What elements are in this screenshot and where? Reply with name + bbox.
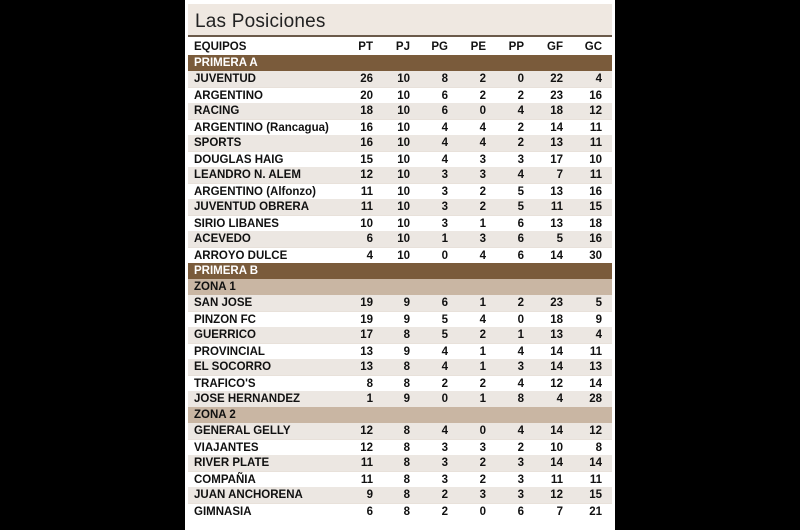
cell-gf: 14: [550, 457, 563, 469]
cell-pe: 2: [479, 457, 486, 469]
cell-pt: 4: [366, 250, 373, 262]
cell-pt: 13: [360, 346, 373, 358]
table-row: [188, 215, 612, 231]
cell-pp: 2: [517, 137, 524, 149]
cell-gc: 15: [589, 489, 602, 501]
team-name: SIRIO LIBANES: [194, 218, 279, 230]
cell-pp: 5: [517, 186, 524, 198]
cell-pt: 11: [360, 201, 373, 213]
cell-pg: 4: [441, 346, 448, 358]
cell-pj: 10: [397, 137, 410, 149]
table-row: [188, 87, 612, 103]
cell-gc: 9: [595, 314, 602, 326]
cell-pe: 3: [479, 442, 486, 454]
team-name: GENERAL GELLY: [194, 425, 291, 437]
section-label: PRIMERA A: [194, 57, 258, 69]
header-pt: PT: [358, 41, 373, 53]
header-gf: GF: [547, 41, 563, 53]
cell-pj: 10: [397, 218, 410, 230]
cell-pj: 9: [403, 314, 410, 326]
cell-gc: 10: [589, 154, 602, 166]
cell-pe: 1: [479, 346, 486, 358]
cell-gc: 11: [589, 122, 602, 134]
header-gc: GC: [584, 41, 602, 53]
cell-pp: 4: [517, 105, 524, 117]
cell-pp: 3: [517, 457, 524, 469]
cell-gf: 10: [550, 442, 563, 454]
zone-header: [188, 279, 612, 295]
team-name: ARGENTINO: [194, 90, 263, 102]
cell-pt: 16: [360, 122, 373, 134]
cell-pg: 6: [441, 105, 448, 117]
cell-pg: 4: [441, 137, 448, 149]
table-row: [188, 247, 612, 263]
cell-gc: 5: [595, 297, 602, 309]
cell-gf: 13: [550, 186, 563, 198]
cell-pe: 4: [479, 122, 486, 134]
table-row: [188, 375, 612, 391]
zone-header: [188, 407, 612, 423]
cell-pp: 3: [517, 474, 524, 486]
section-header: [188, 263, 612, 279]
cell-pj: 8: [403, 329, 410, 341]
team-name: JUVENTUD: [194, 73, 256, 85]
cell-gf: 14: [550, 361, 563, 373]
cell-gf: 4: [556, 393, 563, 405]
table-row: [188, 295, 612, 311]
team-name: COMPAÑIA: [194, 474, 256, 486]
cell-gf: 14: [550, 425, 563, 437]
cell-pp: 3: [517, 154, 524, 166]
cell-pt: 20: [360, 90, 373, 102]
table-row: [188, 359, 612, 375]
cell-pp: 2: [517, 442, 524, 454]
cell-pj: 9: [403, 297, 410, 309]
cell-gf: 13: [550, 329, 563, 341]
team-name: JOSE HERNANDEZ: [194, 393, 301, 405]
cell-pe: 2: [479, 186, 486, 198]
cell-pp: 3: [517, 361, 524, 373]
cell-gf: 23: [550, 90, 563, 102]
cell-pj: 9: [403, 393, 410, 405]
standings-card: [185, 0, 615, 530]
team-name: VIAJANTES: [194, 442, 259, 454]
cell-gc: 13: [589, 361, 602, 373]
table-header-row: [188, 39, 612, 55]
cell-pg: 0: [441, 250, 448, 262]
cell-pp: 4: [517, 425, 524, 437]
cell-pp: 1: [517, 329, 524, 341]
cell-pg: 6: [441, 90, 448, 102]
cell-pg: 2: [441, 489, 448, 501]
cell-pg: 5: [441, 314, 448, 326]
cell-pg: 2: [441, 378, 448, 390]
table-row: [188, 471, 612, 487]
cell-pt: 6: [366, 506, 373, 518]
team-name: ARGENTINO (Rancagua): [194, 122, 329, 134]
cell-gf: 18: [550, 314, 563, 326]
cell-gf: 11: [550, 474, 563, 486]
table-row: [188, 487, 612, 503]
cell-pe: 0: [479, 425, 486, 437]
cell-pe: 1: [479, 218, 486, 230]
cell-pj: 10: [397, 154, 410, 166]
team-name: JUVENTUD OBRERA: [194, 201, 310, 213]
cell-gf: 14: [550, 122, 563, 134]
cell-gc: 12: [589, 105, 602, 117]
table-row: [188, 135, 612, 151]
cell-pt: 19: [360, 297, 373, 309]
cell-pj: 10: [397, 250, 410, 262]
cell-gc: 30: [589, 250, 602, 262]
cell-gc: 15: [589, 201, 602, 213]
cell-gc: 11: [589, 474, 602, 486]
table-row: [188, 103, 612, 119]
cell-pg: 3: [441, 186, 448, 198]
cell-pp: 8: [517, 393, 524, 405]
cell-pt: 11: [360, 457, 373, 469]
cell-gc: 11: [589, 137, 602, 149]
cell-pj: 10: [397, 122, 410, 134]
cell-pt: 18: [360, 105, 373, 117]
cell-gf: 14: [550, 346, 563, 358]
header-equipos: EQUIPOS: [194, 41, 247, 53]
team-name: ACEVEDO: [194, 233, 251, 245]
section-label: PRIMERA B: [194, 265, 259, 277]
cell-pj: 8: [403, 425, 410, 437]
team-name: TRAFICO'S: [194, 378, 256, 390]
table-row: [188, 503, 612, 519]
cell-pg: 3: [441, 457, 448, 469]
team-name: PROVINCIAL: [194, 346, 265, 358]
cell-pg: 4: [441, 154, 448, 166]
cell-pe: 4: [479, 314, 486, 326]
cell-gf: 22: [550, 73, 563, 85]
cell-pt: 17: [360, 329, 373, 341]
cell-pt: 13: [360, 361, 373, 373]
team-name: JUAN ANCHORENA: [194, 489, 303, 501]
table-row: [188, 311, 612, 327]
cell-pg: 8: [441, 73, 448, 85]
table-row: [188, 119, 612, 135]
cell-gc: 28: [589, 393, 602, 405]
cell-gc: 16: [589, 186, 602, 198]
cell-pg: 4: [441, 425, 448, 437]
cell-pg: 3: [441, 201, 448, 213]
cell-pj: 10: [397, 186, 410, 198]
cell-gf: 12: [550, 489, 563, 501]
cell-pg: 3: [441, 169, 448, 181]
table-row: [188, 391, 612, 407]
header-pe: PE: [470, 41, 486, 53]
cell-pe: 3: [479, 233, 486, 245]
cell-pg: 3: [441, 442, 448, 454]
cell-pp: 6: [517, 233, 524, 245]
cell-pg: 0: [441, 393, 448, 405]
cell-pe: 3: [479, 154, 486, 166]
cell-gc: 21: [589, 506, 602, 518]
team-name: GUERRICO: [194, 329, 256, 341]
cell-pt: 12: [360, 169, 373, 181]
team-name: ARGENTINO (Alfonzo): [194, 186, 317, 198]
cell-pe: 3: [479, 169, 486, 181]
title-divider: [188, 35, 612, 37]
zone-label: ZONA 2: [194, 409, 236, 421]
cell-pj: 8: [403, 361, 410, 373]
cell-gc: 11: [589, 346, 602, 358]
cell-pj: 8: [403, 442, 410, 454]
cell-gc: 16: [589, 90, 602, 102]
cell-pg: 6: [441, 297, 448, 309]
cell-gf: 7: [556, 169, 563, 181]
header-pg: PG: [431, 41, 448, 53]
table-row: [188, 455, 612, 471]
cell-pp: 0: [517, 73, 524, 85]
cell-pt: 12: [360, 425, 373, 437]
team-name: LEANDRO N. ALEM: [194, 169, 301, 181]
cell-pt: 1: [366, 393, 373, 405]
team-name: DOUGLAS HAIG: [194, 154, 284, 166]
cell-pg: 1: [441, 233, 448, 245]
cell-pt: 8: [366, 378, 373, 390]
team-name: PINZON FC: [194, 314, 256, 326]
cell-pe: 2: [479, 201, 486, 213]
cell-gc: 18: [589, 218, 602, 230]
team-name: GIMNASIA: [194, 506, 252, 518]
cell-gc: 4: [595, 73, 602, 85]
cell-pj: 10: [397, 233, 410, 245]
cell-pt: 15: [360, 154, 373, 166]
cell-pp: 4: [517, 378, 524, 390]
section-header: [188, 55, 612, 71]
cell-gf: 14: [550, 250, 563, 262]
team-name: SAN JOSE: [194, 297, 253, 309]
header-pp: PP: [508, 41, 524, 53]
cell-pp: 3: [517, 489, 524, 501]
cell-pj: 8: [403, 378, 410, 390]
page-title: Las Posiciones: [195, 11, 326, 32]
cell-pp: 6: [517, 250, 524, 262]
cell-pp: 4: [517, 169, 524, 181]
cell-pe: 2: [479, 90, 486, 102]
cell-pt: 12: [360, 442, 373, 454]
table-row: [188, 71, 612, 87]
cell-pg: 2: [441, 506, 448, 518]
cell-pj: 8: [403, 489, 410, 501]
zone-label: ZONA 1: [194, 281, 236, 293]
cell-pt: 9: [366, 489, 373, 501]
table-row: [188, 439, 612, 455]
cell-pe: 1: [479, 361, 486, 373]
cell-pj: 10: [397, 73, 410, 85]
cell-gf: 23: [550, 297, 563, 309]
header-pj: PJ: [395, 41, 410, 53]
cell-pj: 10: [397, 201, 410, 213]
cell-gc: 14: [589, 378, 602, 390]
cell-gc: 14: [589, 457, 602, 469]
cell-gf: 7: [556, 506, 563, 518]
cell-pt: 19: [360, 314, 373, 326]
team-name: SPORTS: [194, 137, 242, 149]
cell-pj: 8: [403, 457, 410, 469]
team-name: RACING: [194, 105, 240, 117]
cell-gc: 11: [589, 169, 602, 181]
cell-pe: 0: [479, 506, 486, 518]
cell-pp: 6: [517, 218, 524, 230]
cell-pj: 10: [397, 90, 410, 102]
cell-pe: 2: [479, 73, 486, 85]
table-row: [188, 343, 612, 359]
cell-pe: 2: [479, 474, 486, 486]
cell-gf: 12: [550, 378, 563, 390]
table-row: [188, 423, 612, 439]
table-row: [188, 327, 612, 343]
cell-pj: 9: [403, 346, 410, 358]
cell-pt: 16: [360, 137, 373, 149]
cell-gf: 13: [550, 137, 563, 149]
cell-gf: 18: [550, 105, 563, 117]
cell-gf: 13: [550, 218, 563, 230]
cell-pt: 10: [360, 218, 373, 230]
team-name: RIVER PLATE: [194, 457, 270, 469]
cell-pt: 6: [366, 233, 373, 245]
cell-pg: 5: [441, 329, 448, 341]
table-row: [188, 183, 612, 199]
cell-pj: 8: [403, 506, 410, 518]
cell-pg: 4: [441, 122, 448, 134]
cell-pe: 2: [479, 378, 486, 390]
cell-pg: 3: [441, 474, 448, 486]
cell-gc: 16: [589, 233, 602, 245]
cell-pe: 1: [479, 297, 486, 309]
cell-pe: 0: [479, 105, 486, 117]
cell-pt: 11: [360, 474, 373, 486]
cell-pt: 26: [360, 73, 373, 85]
cell-pg: 3: [441, 218, 448, 230]
cell-pe: 4: [479, 250, 486, 262]
team-name: EL SOCORRO: [194, 361, 272, 373]
cell-pe: 3: [479, 489, 486, 501]
cell-pp: 2: [517, 297, 524, 309]
table-row: [188, 167, 612, 183]
cell-gc: 12: [589, 425, 602, 437]
cell-pj: 10: [397, 105, 410, 117]
cell-gf: 17: [550, 154, 563, 166]
cell-pp: 6: [517, 506, 524, 518]
cell-pp: 4: [517, 346, 524, 358]
table-row: [188, 199, 612, 215]
cell-pj: 10: [397, 169, 410, 181]
cell-gc: 8: [595, 442, 602, 454]
cell-pj: 8: [403, 474, 410, 486]
cell-pt: 11: [360, 186, 373, 198]
cell-pp: 2: [517, 122, 524, 134]
cell-pp: 2: [517, 90, 524, 102]
cell-pe: 4: [479, 137, 486, 149]
table-row: [188, 151, 612, 167]
cell-gf: 11: [550, 201, 563, 213]
cell-gc: 4: [595, 329, 602, 341]
cell-pe: 1: [479, 393, 486, 405]
cell-gf: 5: [556, 233, 563, 245]
standings-table: [188, 39, 612, 519]
title-band: [188, 4, 612, 35]
cell-pe: 2: [479, 329, 486, 341]
cell-pp: 5: [517, 201, 524, 213]
cell-pg: 4: [441, 361, 448, 373]
team-name: ARROYO DULCE: [194, 250, 288, 262]
cell-pp: 0: [517, 314, 524, 326]
table-row: [188, 231, 612, 247]
